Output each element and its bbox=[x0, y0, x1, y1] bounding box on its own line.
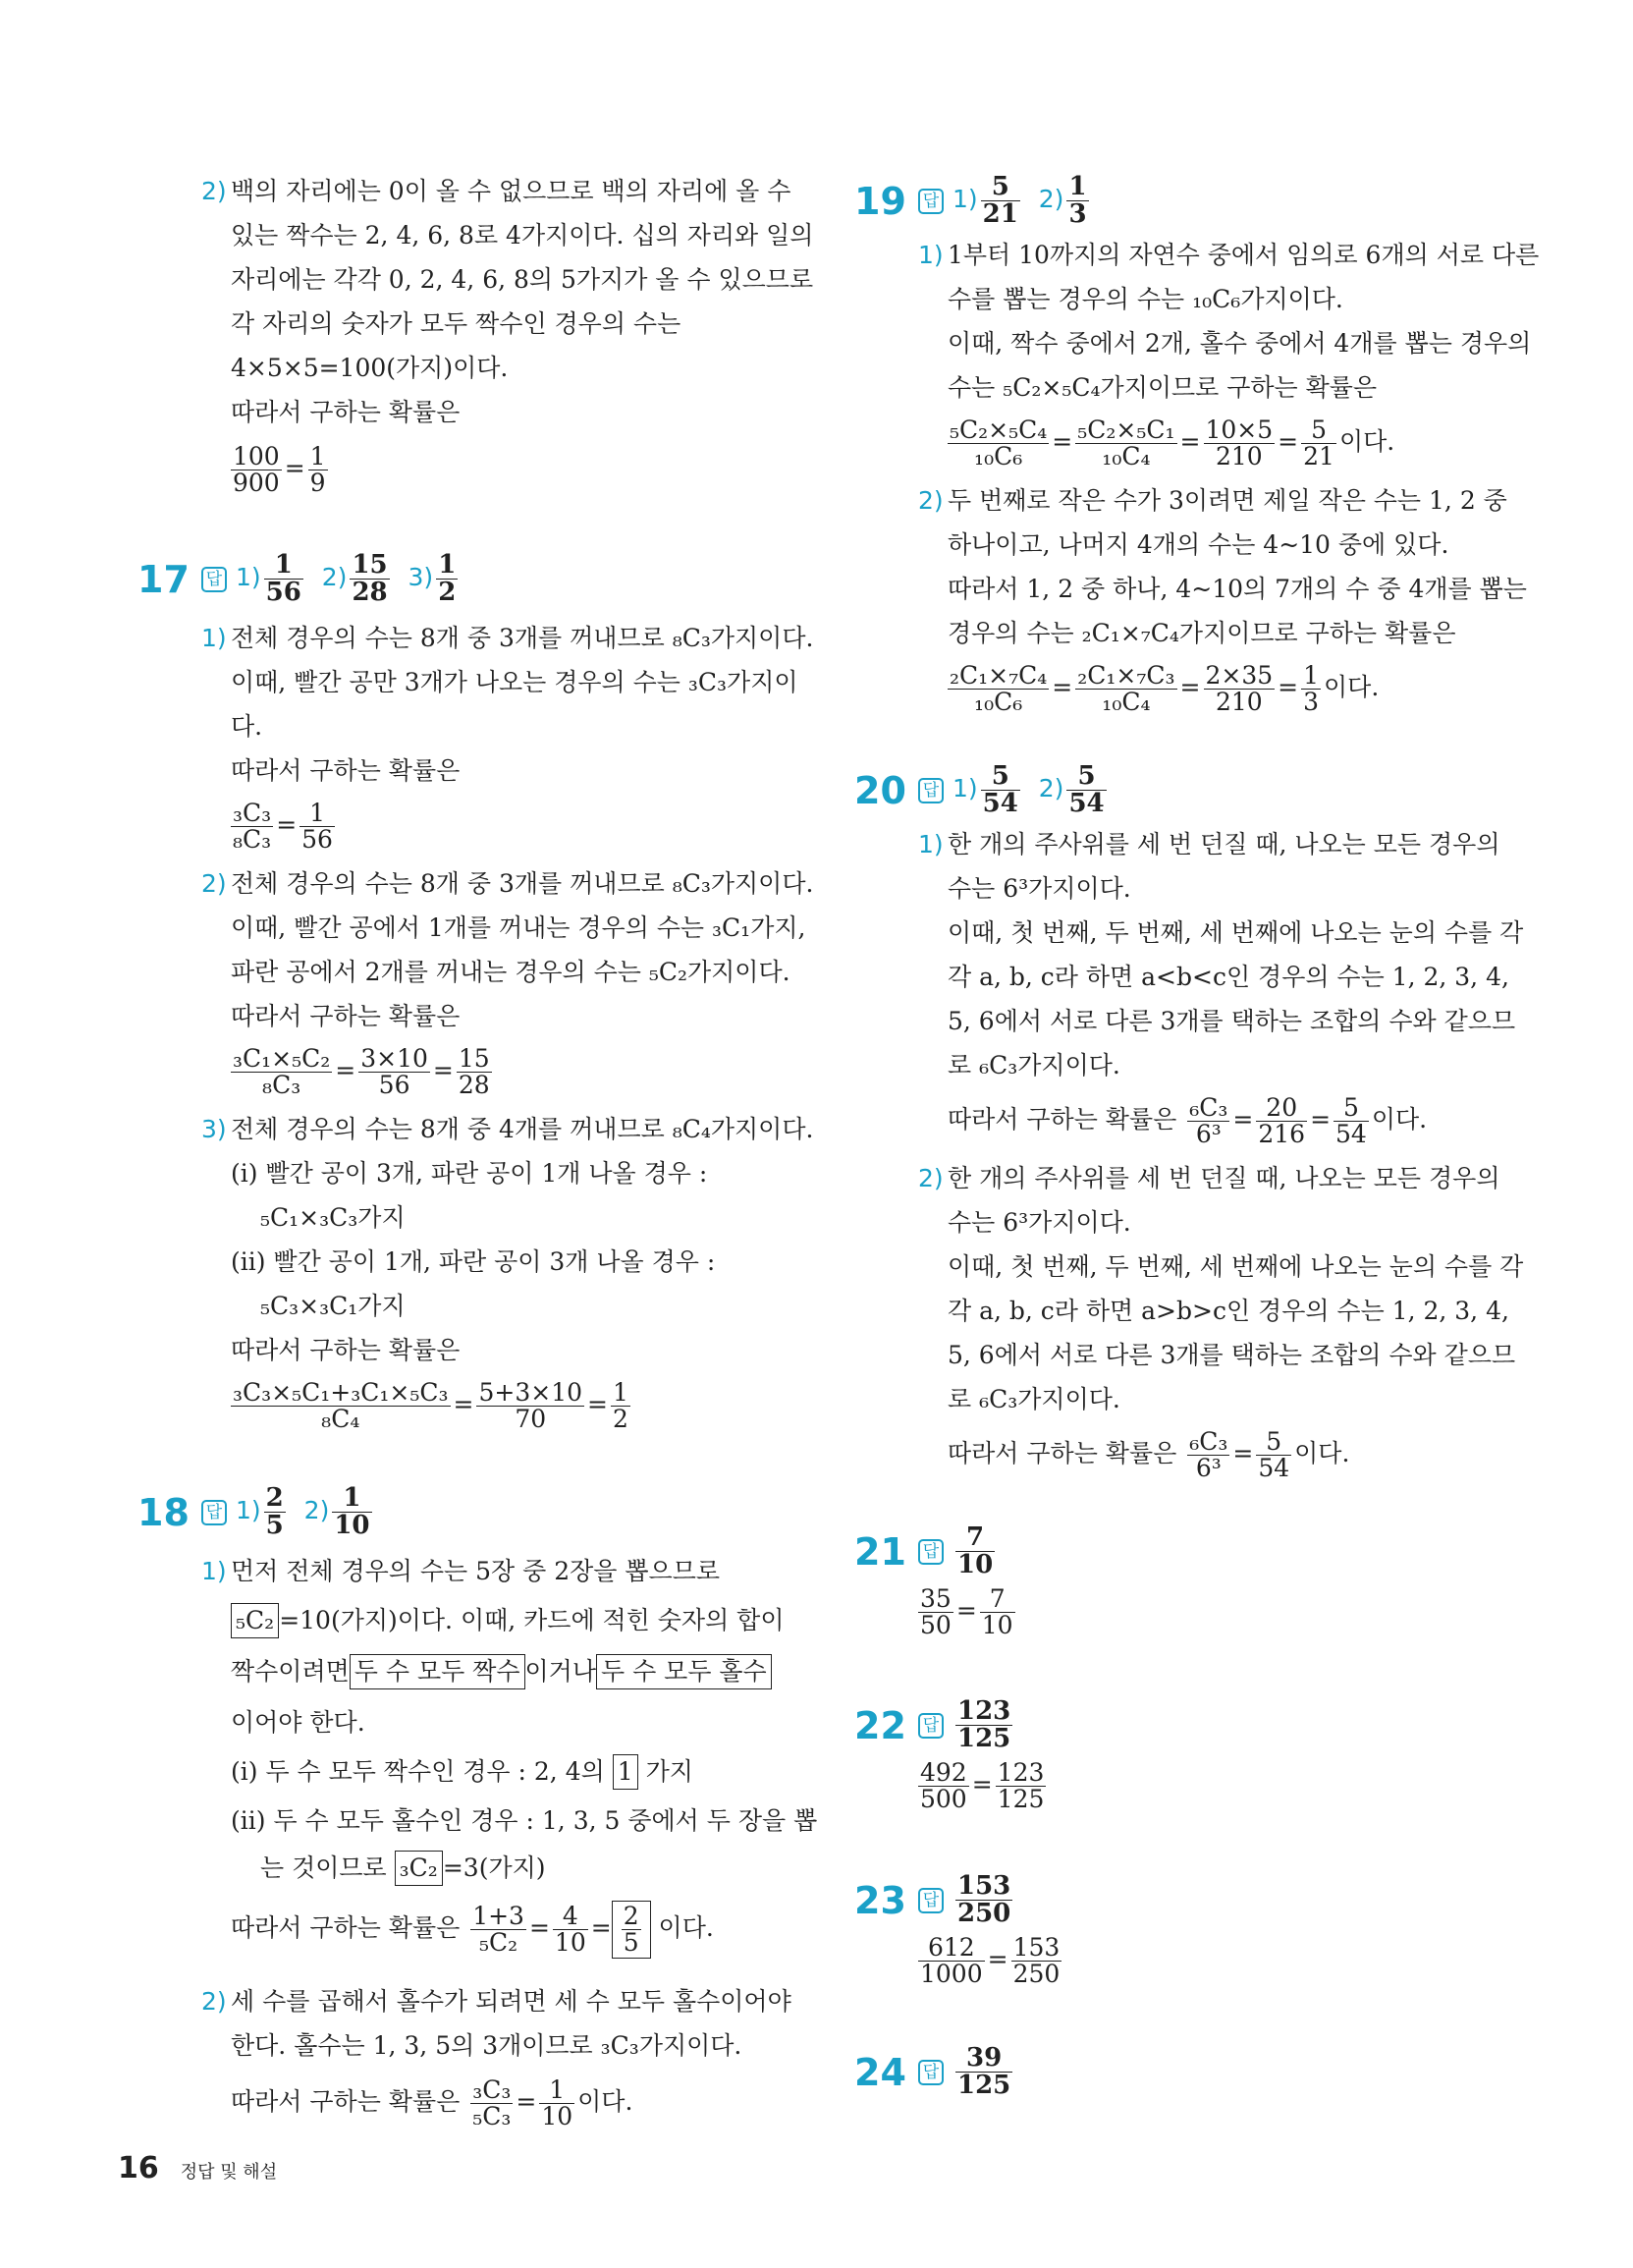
fraction: $\frac{492}{500}$ bbox=[920, 1758, 967, 1813]
page-footer bbox=[118, 2151, 277, 2185]
fraction: $\frac{4}{10}$ bbox=[554, 1902, 586, 1957]
answer-fraction: $\frac{5}{54}$ bbox=[982, 761, 1018, 818]
answer-line bbox=[953, 1521, 998, 1579]
answer-line bbox=[953, 170, 1092, 229]
text-line: 이때, 첫 번째, 두 번째, 세 번째에 나오는 눈의 수를 각 bbox=[948, 1252, 1524, 1281]
answer-part-marker: 3) bbox=[408, 563, 434, 591]
text-line: 하나이고, 나머지 4개의 수는 4~10 중에 있다. bbox=[948, 530, 1449, 559]
formula: 따라서 구하는 확률은 $\frac{\text{₆C₃}}{\text{6³}}$ = $\frac{5}{54}$ 이다. bbox=[948, 1427, 1350, 1482]
text-line: 짝수이려면 두 수 모두 짝수 이거나 두 수 모두 홀수 bbox=[231, 1652, 772, 1691]
answer-fraction: $\frac{5}{54}$ bbox=[1068, 761, 1105, 818]
sub-marker: 1) bbox=[201, 624, 227, 652]
answer-part-marker: 2) bbox=[1038, 185, 1064, 213]
answer-line bbox=[953, 2041, 1015, 2100]
answer-fraction: $\frac{15}{28}$ bbox=[352, 550, 388, 607]
text-line: 이때, 짝수 중에서 2개, 홀수 중에서 4개를 뽑는 경우의 bbox=[948, 329, 1532, 358]
formula: $\frac{\text{₂C₁×₇C₄}}{\text{₁₀C₆}}$ = $\frac{\text{₂C₁×₇C₃}}{\text{₁₀C₄}}$ = $\frac{2\times 35}{210}$ = $\frac{1}{3}$ 이다. bbox=[950, 661, 1380, 716]
fraction: $\frac{5}{54}$ bbox=[1335, 1093, 1367, 1148]
text-line: 로 ₆C₃가지이다. bbox=[948, 1385, 1120, 1413]
answer-part-marker: 1) bbox=[953, 185, 978, 213]
fraction: $\frac{5}{54}$ bbox=[1258, 1427, 1290, 1482]
answer-badge: 답 bbox=[918, 1888, 944, 1913]
text-line: 로 ₆C₃가지이다. bbox=[948, 1051, 1120, 1079]
formula: $\frac{35}{50}$ = $\frac{7}{10}$ bbox=[920, 1584, 1013, 1639]
fraction: $\frac{\text{₆C₃}}{\text{6³}}$ bbox=[1189, 1427, 1228, 1482]
text-line: ₅C₃×₃C₁가지 bbox=[260, 1292, 406, 1320]
answer-badge: 답 bbox=[918, 189, 944, 214]
formula: $\frac{612}{1000}$ = $\frac{153}{250}$ bbox=[920, 1933, 1061, 1988]
formula: $\frac{\text{₅C₂×₅C₄}}{\text{₁₀C₆}}$ = $\frac{\text{₅C₂×₅C₁}}{\text{₁₀C₄}}$ = $\frac{10\times 5}{210}$ = $\frac{5}{21}$ 이다. bbox=[950, 415, 1395, 470]
fraction: $\frac{\text{₆C₃}}{\text{6³}}$ bbox=[1189, 1093, 1228, 1148]
answer-fraction: $\frac{7}{10}$ bbox=[957, 1522, 994, 1579]
answer-badge: 답 bbox=[918, 1713, 944, 1739]
fraction: $\frac{1}{9}$ bbox=[309, 442, 326, 497]
fraction: $\frac{\text{₃C₃}}{\text{₈C₃}}$ bbox=[233, 799, 272, 854]
text-line: 이어야 한다. bbox=[231, 1708, 365, 1737]
text-line: 자리에는 각각 0, 2, 4, 6, 8의 5가지가 올 수 있으므로 bbox=[231, 265, 814, 294]
text-line: 따라서 구하는 확률은 bbox=[231, 1002, 461, 1030]
blank-box bbox=[612, 1901, 651, 1959]
problem-number: 22 bbox=[854, 1704, 906, 1747]
formula: 따라서 구하는 확률은 $\frac{\text{₃C₃}}{\text{₅C₃}}$ = $\frac{1}{10}$ 이다. bbox=[231, 2075, 633, 2130]
sub-marker: 2) bbox=[201, 869, 227, 898]
formula: $\frac{\text{₃C₁×₅C₂}}{\text{₈C₃}}$ = $\frac{3\times 10}{56}$ = $\frac{15}{28}$ bbox=[233, 1044, 490, 1099]
answer-part-marker: 2) bbox=[1038, 774, 1064, 802]
blank-box: 두 수 모두 홀수 bbox=[596, 1654, 772, 1689]
text-line: 각 a, b, c라 하면 a>b>c인 경우의 수는 1, 2, 3, 4, bbox=[948, 1297, 1509, 1325]
fraction: $\frac{5}{21}$ bbox=[1303, 415, 1334, 470]
formula: 따라서 구하는 확률은 $\frac{\text{₆C₃}}{\text{6³}}$ = $\frac{20}{216}$ = $\frac{5}{54}$ 이다. bbox=[948, 1093, 1428, 1148]
sub-marker: 1) bbox=[918, 830, 944, 858]
sub-marker: 2) bbox=[918, 1164, 944, 1192]
sub-marker: 3) bbox=[201, 1115, 227, 1143]
text-line: ₅C₁×₃C₃가지 bbox=[260, 1203, 406, 1232]
blank-box: 두 수 모두 짝수 bbox=[350, 1654, 525, 1689]
text-line: 다. bbox=[231, 712, 263, 741]
text-line: 한 개의 주사위를 세 번 던질 때, 나오는 모든 경우의 bbox=[948, 1164, 1500, 1192]
text-line: 전체 경우의 수는 8개 중 3개를 꺼내므로 ₈C₃가지이다. bbox=[231, 624, 814, 652]
text-line: 이때, 첫 번째, 두 번째, 세 번째에 나오는 눈의 수를 각 bbox=[948, 918, 1524, 947]
text-line: 1부터 10까지의 자연수 중에서 임의로 6개의 서로 다른 bbox=[948, 241, 1540, 269]
fraction: $\frac{\text{₃C₁×₅C₂}}{\text{₈C₃}}$ bbox=[233, 1044, 331, 1099]
text-line: 파란 공에서 2개를 꺼내는 경우의 수는 ₅C₂가지이다. bbox=[231, 958, 790, 986]
fraction: $\frac{7}{10}$ bbox=[981, 1584, 1013, 1639]
text-line: 각 a, b, c라 하면 a<b<c인 경우의 수는 1, 2, 3, 4, bbox=[948, 963, 1509, 991]
fraction: $\frac{15}{28}$ bbox=[458, 1044, 490, 1099]
text-line: 수를 뽑는 경우의 수는 ₁₀C₆가지이다. bbox=[948, 285, 1343, 313]
fraction: $\frac{1}{3}$ bbox=[1303, 661, 1320, 716]
text-line: 따라서 구하는 확률은 bbox=[231, 756, 461, 785]
text-line: 4×5×5=100(가지)이다. bbox=[231, 354, 509, 382]
answer-fraction: $\frac{1}{10}$ bbox=[334, 1483, 370, 1540]
sub-marker: 1) bbox=[918, 241, 944, 269]
formula: $\frac{\text{₃C₃}}{\text{₈C₃}}$ = $\frac{1}{56}$ bbox=[233, 799, 333, 854]
formula: $\frac{100}{900}$ = $\frac{1}{9}$ bbox=[233, 442, 326, 497]
answer-fraction: $\frac{1}{3}$ bbox=[1068, 172, 1087, 229]
fraction: $\frac{3\times 10}{56}$ bbox=[360, 1044, 428, 1099]
fraction: $\frac{153}{250}$ bbox=[1012, 1933, 1061, 1988]
answer-badge: 답 bbox=[201, 1500, 227, 1525]
text-line: 각 자리의 숫자가 모두 짝수인 경우의 수는 bbox=[231, 309, 681, 338]
fraction: $\frac{2\times 35}{210}$ bbox=[1205, 661, 1274, 716]
answer-line bbox=[953, 1694, 1015, 1753]
text-line: 한다. 홀수는 1, 3, 5의 3개이므로 ₃C₃가지이다. bbox=[231, 2031, 742, 2060]
fraction: $\frac{10\times 5}{210}$ bbox=[1205, 415, 1274, 470]
text-line: (ⅰ) 빨간 공이 3개, 파란 공이 1개 나올 경우 : bbox=[231, 1159, 708, 1188]
text-line: 있는 짝수는 2, 4, 6, 8로 4가지이다. 십의 자리와 일의 bbox=[231, 221, 814, 249]
fraction: $\frac{1+3}{\text{₅C₂}}$ bbox=[472, 1902, 524, 1957]
text-line: 백의 자리에는 0이 올 수 없으므로 백의 자리에 올 수 bbox=[231, 177, 791, 205]
text-line: 5, 6에서 서로 다른 3개를 택하는 조합의 수와 같으므 bbox=[948, 1341, 1516, 1369]
answer-line bbox=[953, 1869, 1015, 1928]
fraction: $\frac{20}{216}$ bbox=[1258, 1093, 1306, 1148]
text-line: 5, 6에서 서로 다른 3개를 택하는 조합의 수와 같으므 bbox=[948, 1007, 1516, 1035]
fraction: $\frac{1}{56}$ bbox=[301, 799, 333, 854]
footer-title: 정답 및 해설 bbox=[180, 2162, 278, 2183]
text-line: 세 수를 곱해서 홀수가 되려면 세 수 모두 홀수이어야 bbox=[231, 1987, 791, 2016]
fraction: $\frac{100}{900}$ bbox=[233, 442, 280, 497]
fraction: $\frac{\text{₃C₃}}{\text{₅C₃}}$ bbox=[472, 2075, 512, 2130]
problem-number: 21 bbox=[854, 1530, 906, 1574]
text-line: 따라서 구하는 확률은 bbox=[231, 1336, 461, 1364]
answer-fraction: $\frac{2}{5}$ bbox=[265, 1483, 284, 1540]
text-line: ₅C₂ =10(가지)이다. 이때, 카드에 적힌 숫자의 합이 bbox=[231, 1601, 784, 1640]
blank-box: 1 bbox=[613, 1754, 638, 1790]
answer-line bbox=[953, 759, 1110, 818]
sub-marker: 2) bbox=[201, 1987, 227, 2016]
text-line: 이때, 빨간 공만 3개가 나오는 경우의 수는 ₃C₃가지이 bbox=[231, 668, 798, 696]
fraction: $\frac{612}{1000}$ bbox=[920, 1933, 983, 1988]
problem-number: 18 bbox=[137, 1491, 190, 1534]
answer-badge: 답 bbox=[918, 1539, 944, 1565]
answer-fraction: $\frac{1}{56}$ bbox=[265, 550, 301, 607]
problem-number: 17 bbox=[137, 558, 190, 601]
formula: $\frac{492}{500}$ = $\frac{123}{125}$ bbox=[920, 1758, 1045, 1813]
answer-badge: 답 bbox=[918, 778, 944, 803]
problem-number: 20 bbox=[854, 769, 906, 812]
page-number: 16 bbox=[118, 2151, 159, 2185]
formula: 따라서 구하는 확률은 $\frac{1+3}{\text{₅C₂}}$ = $\frac{4}{10}$ = $\frac{2}{5}$ 이다. bbox=[231, 1902, 714, 1957]
sub-marker: 2) bbox=[201, 177, 227, 205]
text-line: (ⅰ) 두 수 모두 짝수인 경우 : 2, 4의 1 가지 bbox=[231, 1752, 693, 1792]
text-line: 두 번째로 작은 수가 3이려면 제일 작은 수는 1, 2 중 bbox=[948, 486, 1507, 515]
fraction: $\frac{5+3\times 10}{70}$ bbox=[478, 1378, 583, 1433]
answer-fraction: $\frac{1}{2}$ bbox=[438, 550, 457, 607]
fraction: $\frac{\text{₃C₃×₅C₁+₃C₁×₅C₃}}{\text{₈C₄}}$ bbox=[233, 1378, 449, 1433]
fraction: $\frac{1}{2}$ bbox=[612, 1378, 628, 1433]
fraction: $\frac{\text{₂C₁×₇C₃}}{\text{₁₀C₄}}$ bbox=[1077, 661, 1175, 716]
text-line: 한 개의 주사위를 세 번 던질 때, 나오는 모든 경우의 bbox=[948, 830, 1500, 858]
text-line: 이때, 빨간 공에서 1개를 꺼내는 경우의 수는 ₃C₁가지, bbox=[231, 913, 806, 942]
answer-part-marker: 2) bbox=[303, 1496, 330, 1524]
answer-line bbox=[236, 548, 461, 607]
answer-part-marker: 1) bbox=[953, 774, 978, 802]
text-line: (ⅱ) 두 수 모두 홀수인 경우 : 1, 3, 5 중에서 두 장을 뽑 bbox=[231, 1806, 818, 1835]
text-line: 전체 경우의 수는 8개 중 3개를 꺼내므로 ₈C₃가지이다. bbox=[231, 869, 814, 898]
answer-fraction: $\frac{153}{250}$ bbox=[957, 1871, 1011, 1928]
answer-part-marker: 1) bbox=[236, 563, 261, 591]
text-line: 수는 6³가지이다. bbox=[948, 874, 1131, 903]
formula: $\frac{\text{₃C₃×₅C₁+₃C₁×₅C₃}}{\text{₈C₄}}$ = $\frac{5+3\times 10}{70}$ = $\frac{1}{2}$ bbox=[233, 1378, 628, 1433]
text-line: 먼저 전체 경우의 수는 5장 중 2장을 뽑으므로 bbox=[231, 1557, 720, 1585]
fraction: $\frac{2}{5}$ bbox=[623, 1902, 639, 1957]
answer-fraction: $\frac{39}{125}$ bbox=[957, 2043, 1011, 2100]
answer-part-marker: 2) bbox=[321, 563, 348, 591]
text-line: 따라서 구하는 확률은 bbox=[231, 398, 461, 426]
sub-marker: 2) bbox=[918, 486, 944, 515]
answer-line bbox=[236, 1481, 375, 1540]
fraction: $\frac{\text{₂C₁×₇C₄}}{\text{₁₀C₆}}$ bbox=[950, 661, 1048, 716]
text-line: 는 것이므로 ₃C₂ =3(가지) bbox=[260, 1849, 546, 1888]
answer-fraction: $\frac{123}{125}$ bbox=[957, 1696, 1011, 1753]
blank-box: ₅C₂ bbox=[231, 1603, 279, 1638]
fraction: $\frac{35}{50}$ bbox=[920, 1584, 952, 1639]
problem-number: 24 bbox=[854, 2051, 906, 2094]
fraction: $\frac{\text{₅C₂×₅C₁}}{\text{₁₀C₄}}$ bbox=[1077, 415, 1175, 470]
fraction: $\frac{\text{₅C₂×₅C₄}}{\text{₁₀C₆}}$ bbox=[950, 415, 1048, 470]
answer-badge: 답 bbox=[918, 2060, 944, 2085]
text-line: 수는 6³가지이다. bbox=[948, 1208, 1131, 1237]
answer-fraction: $\frac{5}{21}$ bbox=[982, 172, 1018, 229]
fraction: $\frac{123}{125}$ bbox=[997, 1758, 1045, 1813]
problem-number: 23 bbox=[854, 1879, 906, 1922]
text-line: 경우의 수는 ₂C₁×₇C₄가지이므로 구하는 확률은 bbox=[948, 619, 1456, 647]
sub-marker: 1) bbox=[201, 1557, 227, 1585]
fraction: $\frac{1}{10}$ bbox=[541, 2075, 573, 2130]
answer-badge: 답 bbox=[201, 567, 227, 592]
blank-box: ₃C₂ bbox=[395, 1851, 443, 1886]
answer-part-marker: 1) bbox=[236, 1496, 261, 1524]
problem-number: 19 bbox=[854, 180, 906, 223]
text-line: (ⅱ) 빨간 공이 1개, 파란 공이 3개 나올 경우 : bbox=[231, 1247, 716, 1276]
text-line: 전체 경우의 수는 8개 중 4개를 꺼내므로 ₈C₄가지이다. bbox=[231, 1115, 814, 1143]
text-line: 따라서 1, 2 중 하나, 4~10의 7개의 수 중 4개를 뽑는 bbox=[948, 575, 1527, 603]
text-line: 수는 ₅C₂×₅C₄가지이므로 구하는 확률은 bbox=[948, 373, 1378, 402]
